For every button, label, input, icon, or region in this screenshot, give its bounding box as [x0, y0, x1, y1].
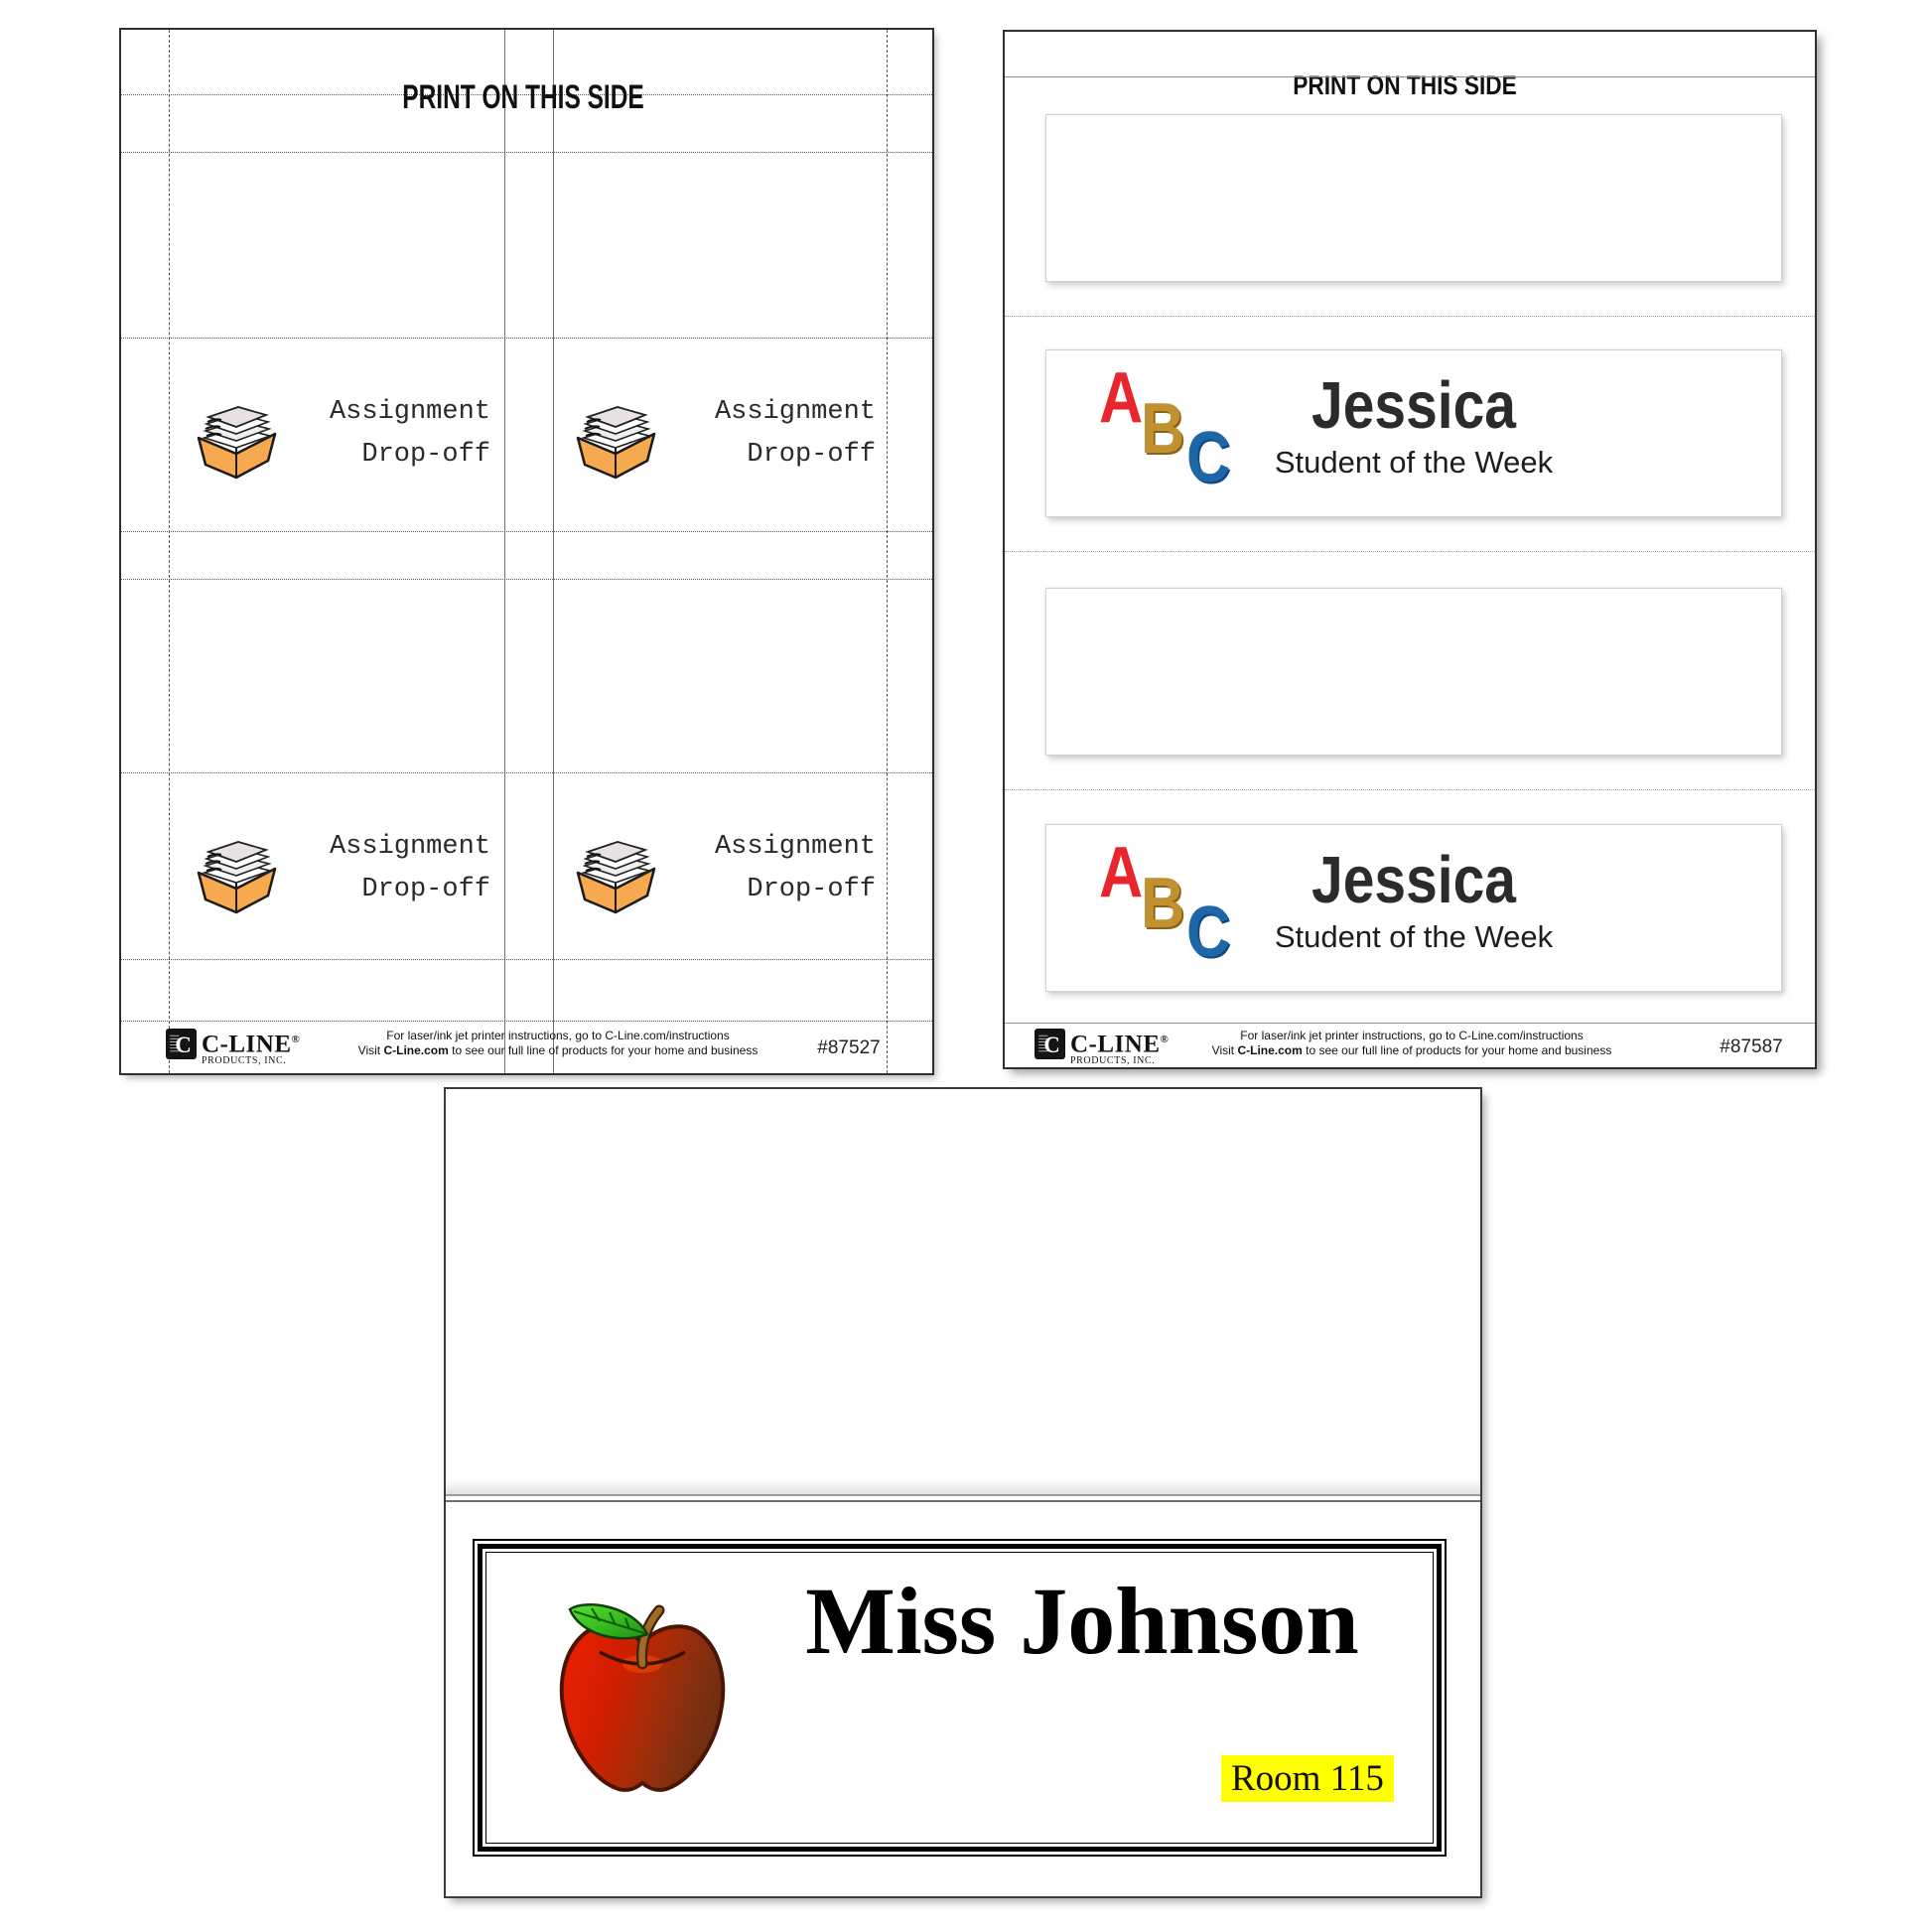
template-sheet-87527 [119, 28, 934, 1075]
cell-label-line1: Assignment [714, 397, 876, 427]
template-sheet-87587 [1003, 30, 1817, 1069]
cut-line-vertical [504, 30, 505, 1073]
fold-line [446, 1494, 1480, 1496]
cell-label-line2: Drop-off [747, 875, 876, 904]
brand-name: C-LINE [202, 1031, 292, 1058]
fold-shadow [446, 1479, 1480, 1494]
instructions-line1: For laser/ink jet printer instructions, go to C-Line.com/instructions [386, 1029, 730, 1042]
cline-icon-letter: C [1043, 1032, 1060, 1057]
name-tag-panel [1045, 824, 1782, 992]
sheet-footer [1005, 1023, 1815, 1067]
instructions-line1: For laser/ink jet printer instructions, go to C-Line.com/instructions [1240, 1029, 1584, 1042]
cell-label-line2: Drop-off [361, 440, 490, 470]
part-number: #87587 [1720, 1036, 1783, 1057]
printer-instructions [349, 1029, 766, 1058]
perforation-line [121, 152, 932, 153]
tent-card-cell [169, 338, 504, 531]
title-separator-line [1005, 76, 1815, 77]
paper-stack-icon [189, 402, 284, 482]
cline-logo [1035, 1029, 1169, 1066]
brand-name: C-LINE [1070, 1031, 1161, 1058]
brand-subtitle: PRODUCTS, INC. [202, 1055, 287, 1067]
perforation-line [121, 531, 932, 532]
cell-label [330, 826, 490, 911]
abc-letter-a: A [1099, 358, 1144, 438]
tent-card-cell [553, 772, 887, 966]
instructions-line2: Visit C-Line.com to see our full line of products for your home and business [1211, 1043, 1612, 1057]
band-separator-line [1005, 316, 1815, 317]
cell-label-line2: Drop-off [361, 875, 490, 904]
student-subtitle: Student of the Week [1274, 445, 1554, 480]
abc-letter-b: B [1141, 864, 1185, 943]
blank-name-tag-panel [1045, 588, 1782, 756]
brand-subtitle: PRODUCTS, INC. [1070, 1055, 1156, 1067]
cell-label [715, 391, 876, 477]
apple-icon [548, 1588, 737, 1807]
abc-letter-b: B [1141, 389, 1185, 469]
name-plate-frame [473, 1539, 1447, 1857]
abc-letter-c: C [1186, 418, 1231, 497]
part-number: #87527 [817, 1037, 881, 1058]
instructions-line2: Visit C-Line.com to see our full line of products for your home and business [357, 1043, 759, 1057]
tent-card-cell [553, 338, 887, 531]
abc-letter-c: C [1186, 893, 1231, 972]
cell-label [715, 826, 876, 911]
fold-line [446, 1500, 1480, 1502]
cell-label-line1: Assignment [329, 397, 490, 427]
paper-stack-icon [568, 402, 663, 482]
cline-logo-text [1070, 1029, 1169, 1066]
cline-logo-icon [166, 1029, 197, 1059]
registered-mark: ® [291, 1034, 301, 1045]
printer-instructions [1183, 1029, 1640, 1058]
registered-mark: ® [1160, 1034, 1170, 1045]
paper-stack-icon [568, 837, 663, 916]
teacher-name: Miss Johnson [805, 1568, 1359, 1674]
finished-tent-card [444, 1087, 1482, 1898]
band-separator-line [1005, 551, 1815, 552]
print-side-label: PRINT ON THIS SIDE [402, 78, 644, 116]
blank-name-tag-panel [1045, 114, 1782, 282]
tent-card-cell [169, 772, 504, 966]
sheet-footer [121, 1021, 932, 1073]
print-side-label: PRINT ON THIS SIDE [1293, 70, 1517, 100]
cline-logo [166, 1029, 300, 1066]
paper-stack-icon [189, 837, 284, 916]
cell-label-line1: Assignment [329, 832, 490, 862]
cell-label-line1: Assignment [714, 832, 876, 862]
room-number: Room 115 [1221, 1755, 1394, 1802]
perforation-line [121, 579, 932, 580]
student-name: Jessica [1311, 368, 1516, 443]
band-separator-line [1005, 789, 1815, 790]
cell-label-line2: Drop-off [747, 440, 876, 470]
perforation-line-vertical [887, 30, 888, 1073]
student-subtitle: Student of the Week [1274, 919, 1554, 954]
cline-logo-text [202, 1029, 300, 1066]
cell-label [330, 391, 490, 477]
student-name: Jessica [1311, 843, 1516, 917]
cline-icon-letter: C [175, 1032, 192, 1057]
name-tag-panel [1045, 349, 1782, 517]
abc-letter-a: A [1099, 833, 1144, 912]
cline-logo-icon [1035, 1029, 1065, 1059]
